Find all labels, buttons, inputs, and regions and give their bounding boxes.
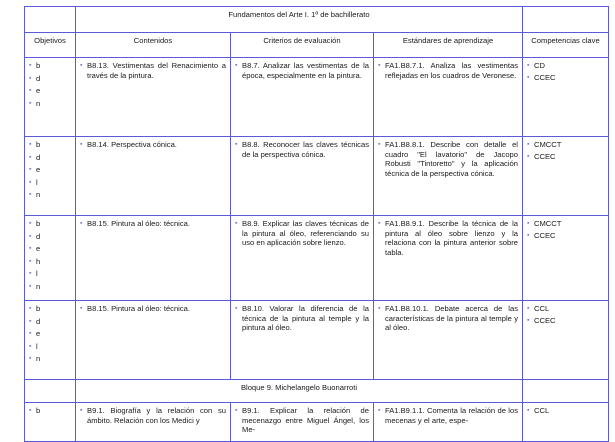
bullet-icon: ▪: [527, 74, 530, 81]
bullet-icon: ▪: [29, 141, 32, 148]
bullet-icon: ▪: [378, 220, 381, 227]
bloque-spacer-cell: [523, 380, 609, 403]
bullet-icon: ▪: [527, 317, 530, 324]
objetivo-item: ▪ e: [29, 329, 41, 339]
objetivo-item: ▪ e: [29, 165, 41, 175]
criterios-cell: ▪ B8.7. Analizar las vestimentas de la época, especialmente en la pintura.: [231, 58, 374, 137]
estandares-cell: ▪ FA1.B8.9.1. Describe la técnica de la pintura al óleo sobre lienzo y la relaciona con la pintura anterior sobre tabla.: [374, 216, 523, 301]
contenidos-cell: ▪ B8.15. Pintura al óleo: técnica.: [76, 216, 231, 301]
objetivo-item: ▪ b: [29, 406, 41, 415]
bullet-icon: ▪: [29, 245, 32, 253]
bullet-icon: ▪: [527, 407, 530, 414]
bullet-icon: ▪: [29, 99, 32, 107]
objetivo-item: ▪ b: [29, 140, 41, 149]
objetivo-item: ▪ b: [29, 219, 41, 228]
bullet-icon: ▪: [29, 191, 32, 199]
bullet-icon: ▪: [235, 220, 238, 227]
competencias-cell: [523, 216, 609, 301]
bullet-icon: ▪: [29, 153, 32, 161]
estandares-cell: ▪ FA1.B9.1.1. Comenta la relación de los mecenas y el arte, espe-: [374, 403, 523, 442]
criterios-cell: ▪ B8.9. Explicar las claves técnicas de la pintura al óleo, referenciando su uso en aplicación sobre lienzo.: [231, 216, 374, 301]
table-row: [25, 301, 609, 380]
bullet-icon: ▪: [29, 74, 32, 82]
bullet-icon: ▪: [527, 153, 530, 160]
estandares-cell: ▪ FA1.B8.10.1. Debate acerca de las características de la pintura al temple y al óleo.: [374, 301, 523, 380]
title-spacer-cell: [25, 7, 76, 33]
objetivo-item: ▪ l: [29, 341, 38, 351]
objetivo-item: ▪ l: [29, 177, 38, 187]
competencia-item: ▪ CCEC: [527, 231, 556, 240]
bullet-icon: ▪: [29, 330, 32, 338]
bullet-icon: ▪: [29, 257, 32, 265]
objetivo-item: ▪ n: [29, 98, 41, 108]
competencia-item: ▪ CCL: [527, 406, 550, 415]
criterios-cell: ▪ B9.1. Explicar la relación de mecenazgo entre Miguel Ángel, los Me-: [231, 403, 374, 442]
bullet-icon: ▪: [527, 232, 530, 239]
estandares-cell: ▪ FA1.B8.8.1. Describe con detalle el cuadro "El lavatorio" de Jacopo Robusti "Tintoretto" y la aplicación técnica de la perspectiva cónica.: [374, 137, 523, 216]
header-row: [25, 33, 609, 58]
bullet-icon: ▪: [29, 87, 32, 95]
table-row: [25, 137, 609, 216]
bloque-row: [25, 380, 609, 403]
objetivo-item: ▪ n: [29, 281, 41, 291]
bullet-icon: ▪: [80, 141, 83, 148]
competencia-item: ▪ CCL: [527, 304, 550, 313]
objetivos-cell: [25, 301, 76, 380]
bullet-icon: ▪: [29, 178, 32, 186]
table-row: [25, 403, 609, 442]
header-contenidos: Contenidos: [76, 33, 231, 58]
bullet-icon: ▪: [378, 141, 381, 148]
bullet-icon: ▪: [527, 305, 530, 312]
objetivo-item: ▪ h: [29, 256, 41, 266]
bullet-icon: ▪: [80, 407, 83, 414]
competencia-item: ▪ CCEC: [527, 316, 556, 325]
contenidos-cell: ▪ B8.13. Vestimentas del Renacimiento a través de la pintura.: [76, 58, 231, 137]
objetivo-item: ▪ n: [29, 190, 41, 200]
objetivo-item: ▪ b: [29, 304, 41, 313]
objetivo-item: ▪ n: [29, 354, 41, 364]
criterios-cell: ▪ B8.8. Reconocer las claves técnicas de la perspectiva cónica.: [231, 137, 374, 216]
bullet-icon: ▪: [378, 407, 381, 414]
bullet-icon: ▪: [29, 342, 32, 350]
competencia-item: ▪ CD: [527, 61, 545, 70]
objetivo-item: ▪ b: [29, 61, 41, 70]
objetivos-cell: [25, 58, 76, 137]
bullet-icon: ▪: [80, 305, 83, 312]
competencias-cell: [523, 137, 609, 216]
competencia-item: ▪ CMCCT: [527, 140, 562, 149]
bullet-icon: ▪: [378, 305, 381, 312]
competencia-item: ▪ CMCCT: [527, 219, 562, 228]
bullet-icon: ▪: [29, 317, 32, 325]
competencias-cell: [523, 58, 609, 137]
bloque-title: Bloque 9. Michelangelo Buonarroti: [76, 380, 523, 403]
bullet-icon: ▪: [29, 270, 32, 278]
title-spacer-cell: [523, 7, 609, 33]
title-row: [25, 7, 609, 33]
table-title: Fundamentos del Arte I. 1º de bachillerato: [76, 7, 523, 33]
competencia-item: ▪ CCEC: [527, 152, 556, 161]
criterios-cell: ▪ B8.10. Valorar la diferencia de la técnica de la pintura al temple y la pintura al óleo.: [231, 301, 374, 380]
bullet-icon: ▪: [80, 220, 83, 227]
objetivo-item: ▪ d: [29, 152, 41, 162]
bullet-icon: ▪: [29, 282, 32, 290]
table-row: [25, 58, 609, 137]
bullet-icon: ▪: [527, 141, 530, 148]
bullet-icon: ▪: [235, 141, 238, 148]
table-row: [25, 216, 609, 301]
objetivo-item: ▪ d: [29, 231, 41, 241]
competencias-cell: [523, 403, 609, 442]
header-criterios: Criterios de evaluación: [231, 33, 374, 58]
objetivos-cell: [25, 403, 76, 442]
bullet-icon: ▪: [235, 407, 238, 414]
contenidos-cell: ▪ B8.15. Pintura al óleo: técnica.: [76, 301, 231, 380]
bullet-icon: ▪: [527, 220, 530, 227]
objetivo-item: ▪ l: [29, 269, 38, 279]
bullet-icon: ▪: [527, 62, 530, 69]
bullet-icon: ▪: [29, 166, 32, 174]
competencias-cell: [523, 301, 609, 380]
objetivo-item: ▪ d: [29, 73, 41, 83]
header-estandares: Estándares de aprendizaje: [374, 33, 523, 58]
curriculum-table: [24, 6, 609, 442]
estandares-cell: ▪ FA1.B8.7.1. Analiza las vestimentas reflejadas en los cuadros de Veronese.: [374, 58, 523, 137]
bullet-icon: ▪: [29, 355, 32, 363]
bullet-icon: ▪: [29, 62, 32, 69]
bullet-icon: ▪: [29, 407, 32, 414]
header-competencias: Competencias clave: [523, 33, 609, 58]
bullet-icon: ▪: [80, 62, 83, 69]
objetivo-item: ▪ e: [29, 244, 41, 254]
bullet-icon: ▪: [29, 220, 32, 227]
bullet-icon: ▪: [235, 62, 238, 69]
contenidos-cell: ▪ B8.14. Perspectiva cónica.: [76, 137, 231, 216]
competencia-item: ▪ CCEC: [527, 73, 556, 82]
bloque-spacer-cell: [25, 380, 76, 403]
bullet-icon: ▪: [378, 62, 381, 69]
objetivos-cell: [25, 137, 76, 216]
bullet-icon: ▪: [29, 232, 32, 240]
contenidos-cell: ▪ B9.1. Biografía y la relación con su ámbito. Relación con los Medici y: [76, 403, 231, 442]
header-objetivos: Objetivos: [25, 33, 76, 58]
objetivos-cell: [25, 216, 76, 301]
objetivo-item: ▪ d: [29, 316, 41, 326]
bullet-icon: ▪: [29, 305, 32, 312]
bullet-icon: ▪: [235, 305, 238, 312]
objetivo-item: ▪ e: [29, 86, 41, 96]
